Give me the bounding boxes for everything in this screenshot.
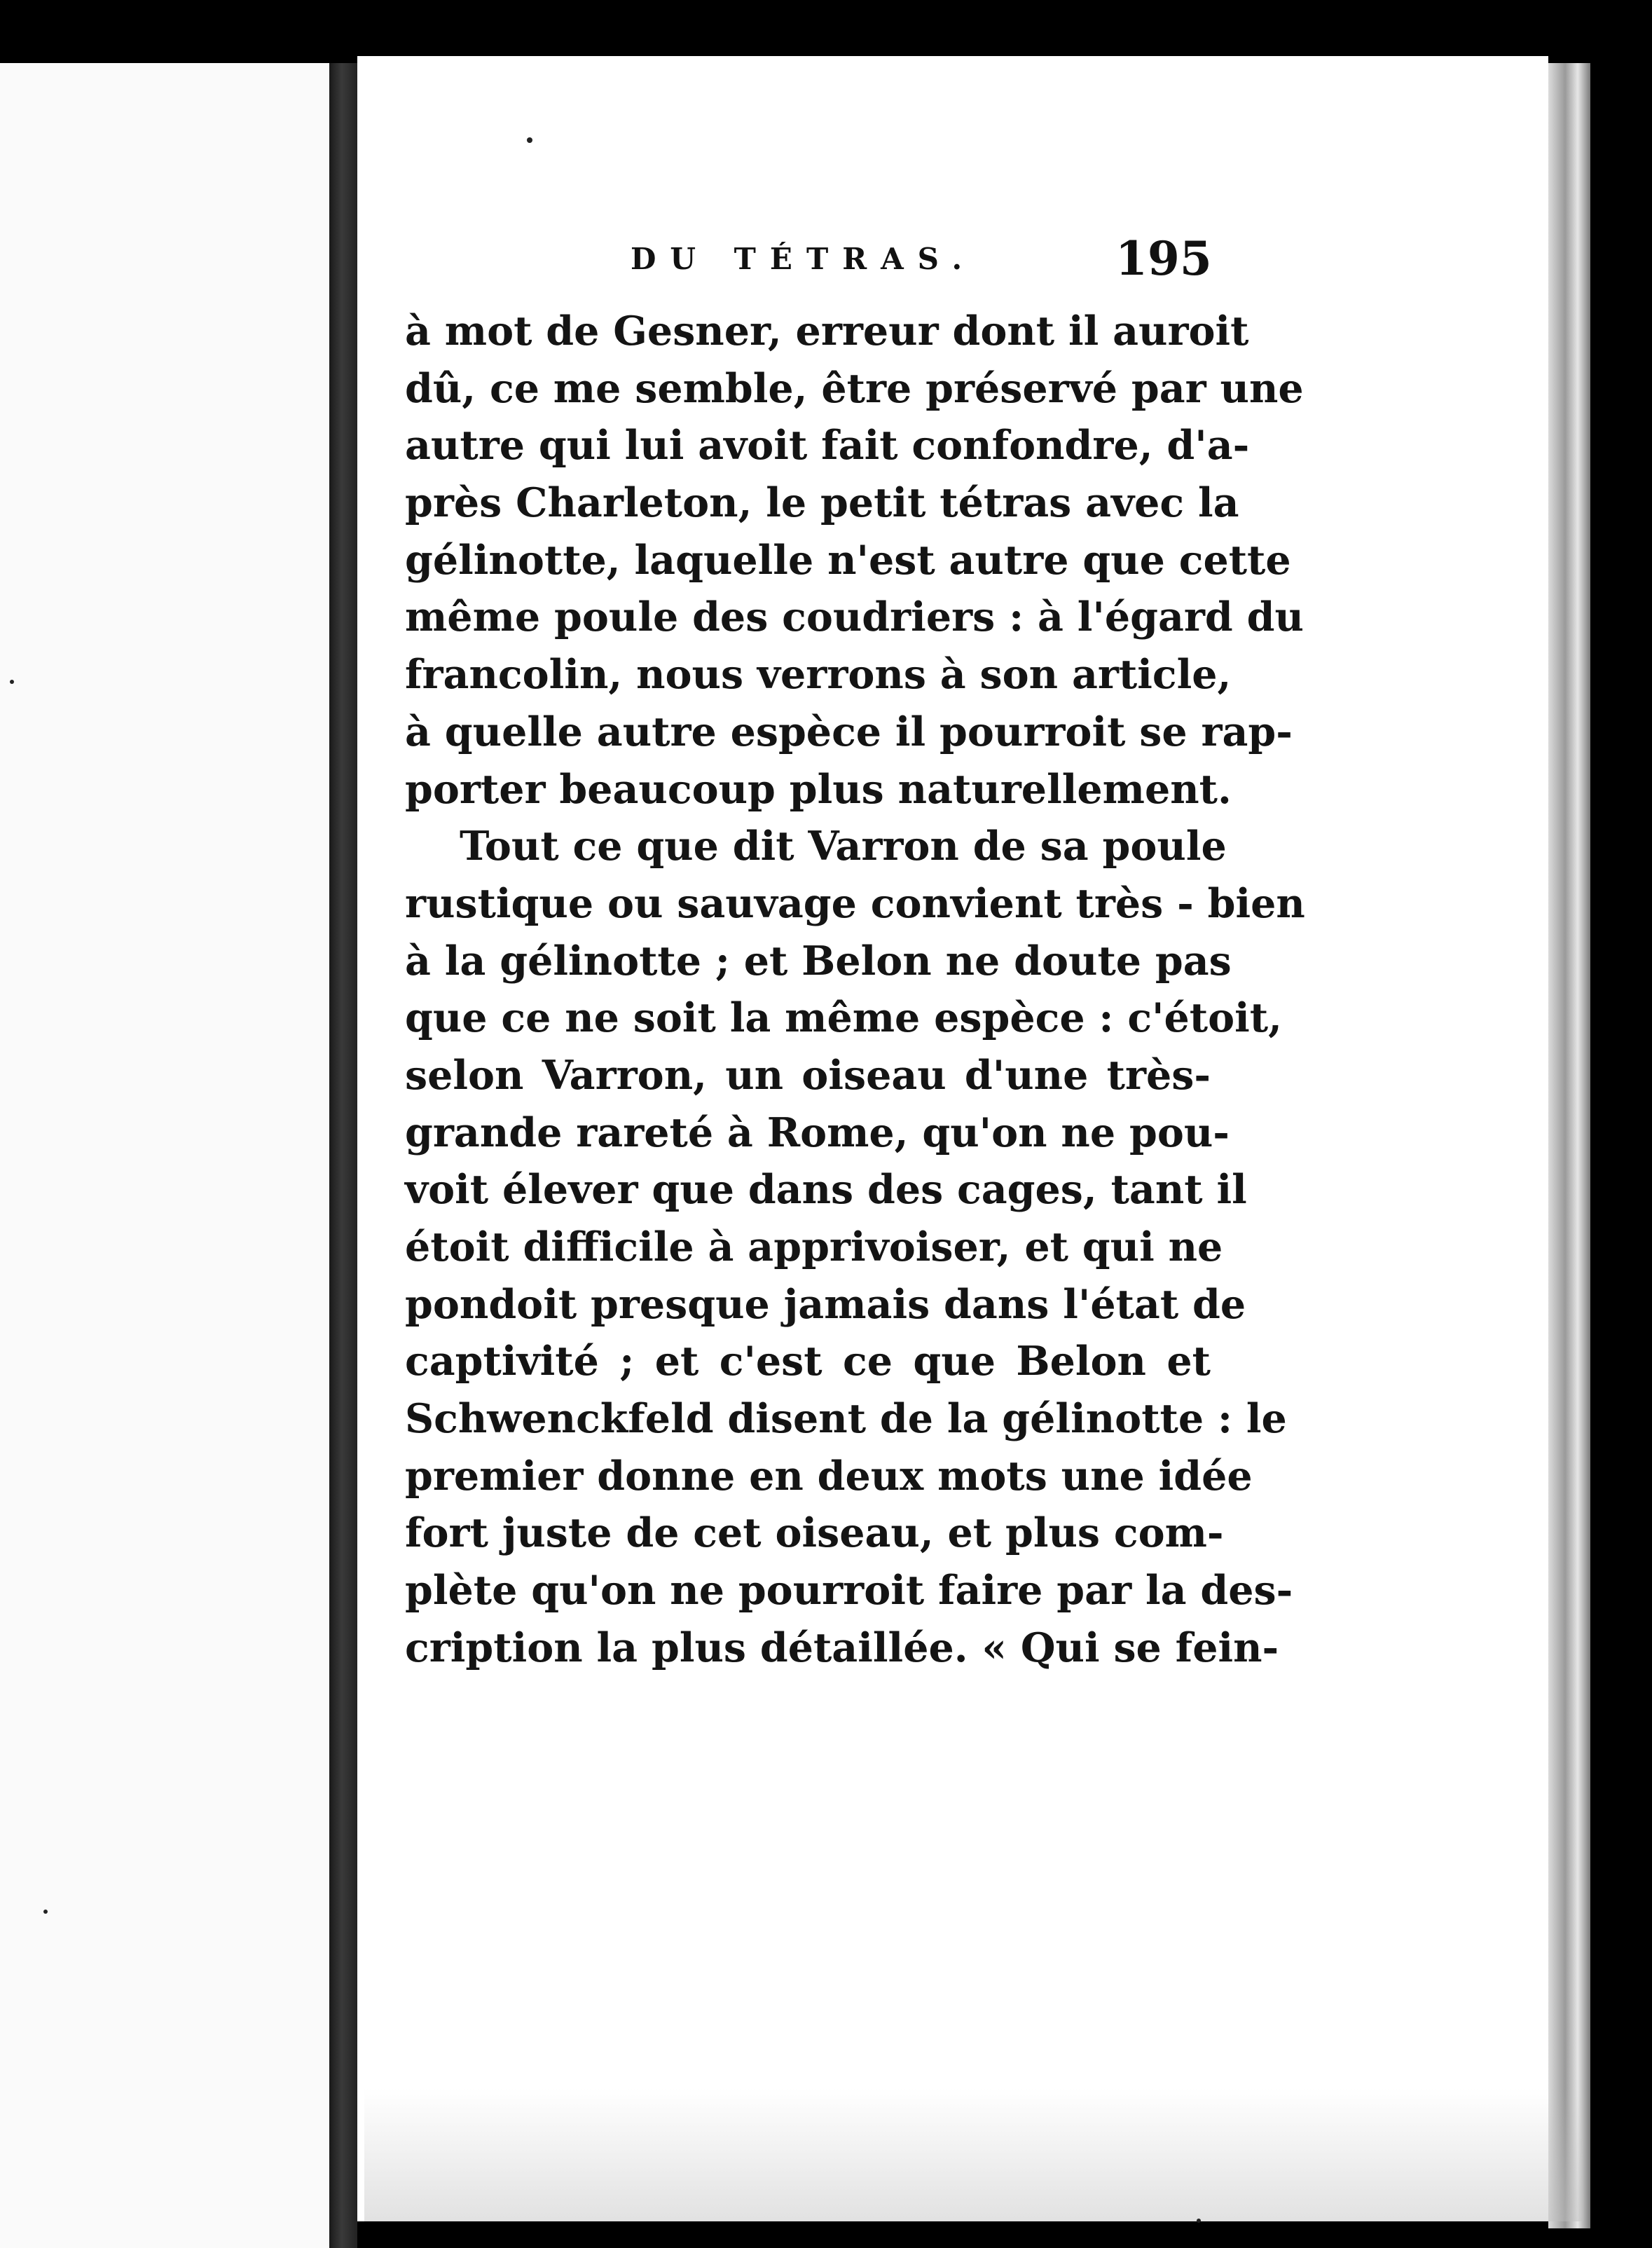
paragraph-start-line: Tout ce que dit Varron de sa poule [460, 823, 1227, 870]
left-page-margin [0, 63, 329, 2248]
text-line: à mot de Gesner, erreur dont il auroit [405, 308, 1249, 355]
text-line: premier donne en deux mots une idée [405, 1452, 1253, 1500]
text-line: selon Varron, un oiseau d'une très- [405, 1051, 1211, 1099]
text-line: dû, ce me semble, être préservé par une [405, 364, 1304, 412]
text-line: captivité ; et c'est ce que Belon et [405, 1338, 1211, 1385]
ink-speck [43, 1910, 48, 1914]
text-line: Schwenckfeld disent de la gélinotte : le [405, 1395, 1287, 1443]
text-line: à la gélinotte ; et Belon ne doute pas [405, 937, 1232, 985]
text-line: grande rareté à Rome, qu'on ne pou- [405, 1109, 1230, 1156]
text-line: pondoit presque jamais dans l'état de [405, 1280, 1246, 1328]
text-line: autre qui lui avoit fait confondre, d'a- [405, 422, 1250, 470]
page-number: 195 [1115, 231, 1212, 286]
text-line: que ce ne soit la même espèce : c'étoit, [405, 994, 1282, 1042]
text-line: rustique ou sauvage convient très - bien [405, 879, 1305, 927]
page-edge-shadow [1548, 63, 1590, 2228]
text-line: étoit difficile à apprivoiser, et qui ne [405, 1224, 1223, 1270]
running-head: DU TÉTRAS. [631, 242, 977, 276]
ink-speck [1197, 2219, 1201, 2223]
book-gutter [329, 63, 357, 2248]
text-line: porter beaucoup plus naturellement. [405, 765, 1232, 813]
text-line: plète qu'on ne pourroit faire par la des- [405, 1567, 1293, 1615]
text-line: à quelle autre espèce il pourroit se rap- [405, 708, 1293, 755]
text-line: voit élever que dans des cages, tant il [405, 1166, 1247, 1214]
ink-speck [527, 137, 532, 143]
body-text [405, 303, 1305, 1677]
page-bottom-shadow [364, 2088, 1583, 2221]
text-line: francolin, nous verrons à son article, [405, 651, 1232, 699]
text-line: gélinotte, laquelle n'est autre que cette [405, 536, 1291, 584]
text-line: même poule des coudriers : à l'égard du [405, 594, 1304, 641]
text-line: cription la plus détaillée. « Qui se fein- [405, 1624, 1279, 1671]
ink-speck [10, 680, 14, 684]
text-line: fort juste de cet oiseau, et plus com- [405, 1509, 1224, 1557]
text-line: près Charleton, le petit tétras avec la [405, 479, 1239, 527]
